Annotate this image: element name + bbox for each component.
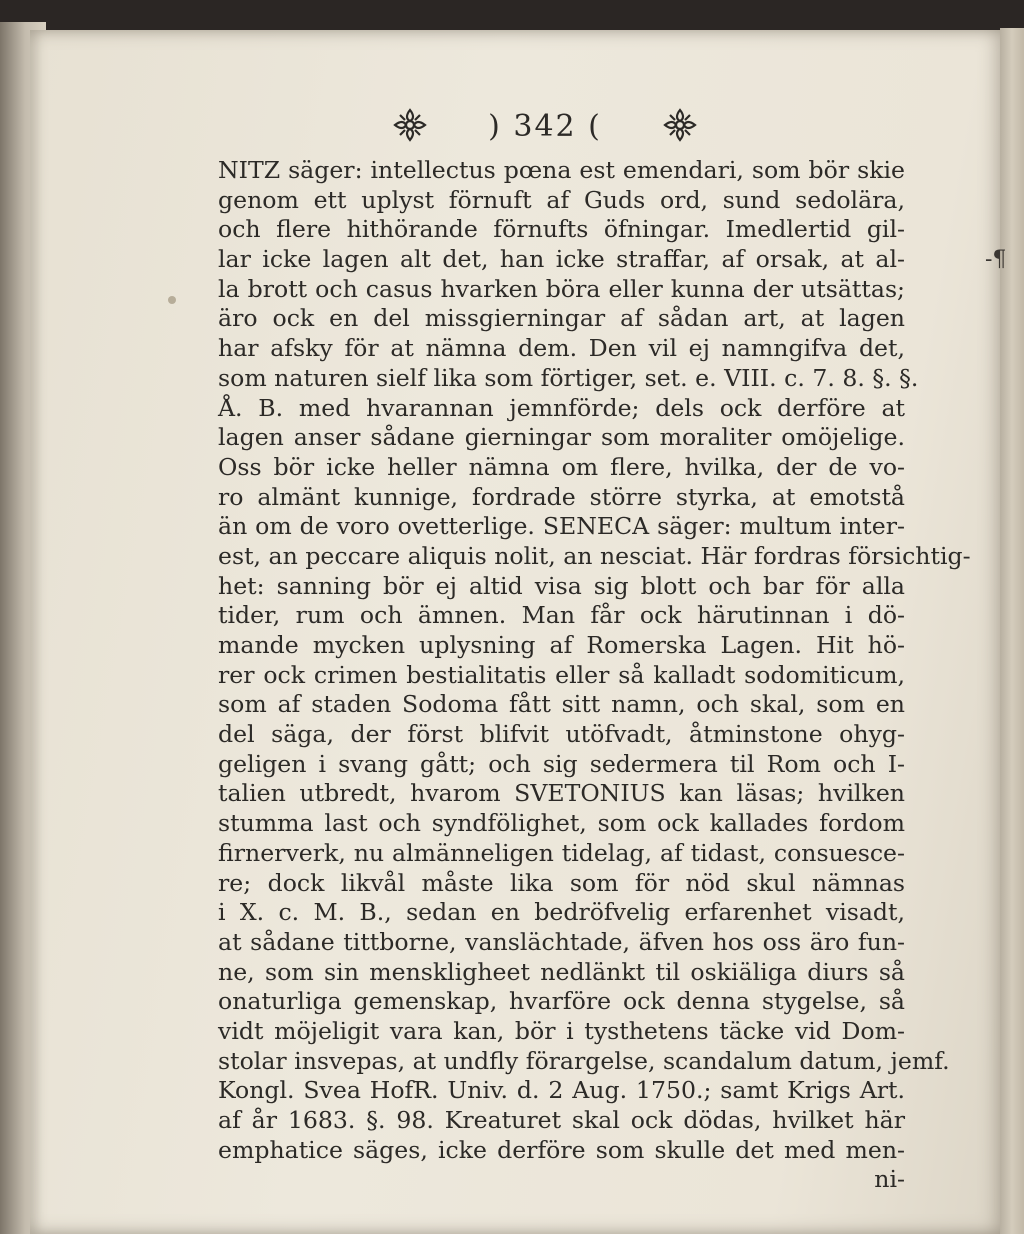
text-line: del säga, der först blifvit utöfvadt, åtminstone ohyg- bbox=[218, 720, 905, 749]
text-line: onaturliga gemenskap, hvarföre ock denna stygelse, så bbox=[218, 987, 905, 1016]
text-line: som naturen sielf lika som förtiger, set. e. VIII. c. 7. 8. §. §. bbox=[218, 363, 919, 392]
text-line: som af staden Sodoma fått sitt namn, och skal, som en bbox=[218, 690, 905, 719]
text-line: af år 1683. §. 98. Kreaturet skal ock dödas, hvilket här bbox=[218, 1106, 905, 1134]
text-line: lar icke lagen alt det, han icke straffar, af orsak, at al- bbox=[218, 245, 905, 274]
floral-ornament-icon bbox=[662, 107, 698, 143]
text-line: NITZ säger: intellectus pœna est emendari, som bör skie bbox=[218, 156, 905, 184]
page-header bbox=[370, 103, 710, 149]
text-line: genom ett uplyst förnuft af Guds ord, sund sedolära, bbox=[218, 185, 905, 214]
text-line: est, an peccare aliquis nolit, an nesciat. Här fordras försichtig- bbox=[218, 541, 971, 570]
text-line: i X. c. M. B., sedan en bedröfvelig erfarenhet visadt, bbox=[218, 898, 905, 927]
text-line: stolar insvepas, at undfly förargelse, scandalum datum, jemf. bbox=[218, 1046, 950, 1075]
text-line: Kongl. Svea HofR. Univ. d. 2 Aug. 1750.; samt Krigs Art. bbox=[218, 1076, 905, 1105]
margin-mark: -¶ bbox=[985, 247, 1007, 272]
text-line: äro ock en del missgierningar af sådan art, at lagen bbox=[218, 304, 905, 333]
text-line: vidt möjeligit vara kan, bör i tysthetens täcke vid Dom- bbox=[218, 1016, 905, 1045]
text-line: stumma last och syndfölighet, som ock kallades fordom bbox=[218, 809, 905, 838]
text-line: och flere hithörande förnufts öfningar. Imedlertid gil- bbox=[218, 215, 905, 244]
text-line: re; dock likvål måste lika som för nöd skul nämnas bbox=[218, 868, 905, 897]
next-page-edge bbox=[1000, 28, 1024, 1234]
text-line: tider, rum och ämnen. Man får ock härutinnan i dö- bbox=[218, 601, 905, 630]
text-line: lagen anser sådane gierningar som moraliter omöjelige. bbox=[218, 423, 905, 452]
floral-ornament-icon bbox=[392, 107, 428, 143]
text-line: talien utbredt, hvarom SVETONIUS kan läsas; hvilken bbox=[218, 779, 905, 808]
text-line: mande mycken uplysning af Romerska Lagen. Hit hö- bbox=[218, 631, 905, 659]
text-line: Oss bör icke heller nämna om flere, hvilka, der de vo- bbox=[218, 452, 905, 481]
text-line: geligen i svang gått; och sig sedermera til Rom och I- bbox=[218, 749, 905, 778]
catchword: ni- bbox=[874, 1165, 905, 1194]
body-text bbox=[218, 156, 971, 1195]
text-line: at sådane tittborne, vanslächtade, äfven hos oss äro fun- bbox=[218, 927, 905, 956]
text-line: emphatice säges, icke derföre som skulle det med men- bbox=[218, 1135, 905, 1164]
text-line: het: sanning bör ej altid visa sig blott och bar för alla bbox=[218, 571, 905, 600]
text-line: ne, som sin menskligheet nedlänkt til oskiäliga diurs så bbox=[218, 957, 905, 986]
text-line: har afsky för at nämna dem. Den vil ej namngifva det, bbox=[218, 334, 905, 363]
page-number: ) 342 ( bbox=[488, 109, 602, 144]
text-line: än om de voro ovetterlige. SENECA säger: multum inter- bbox=[218, 512, 905, 541]
text-line: firnerverk, nu almänneligen tidelag, af tidast, consuesce- bbox=[218, 838, 905, 867]
paper-stain bbox=[168, 296, 176, 304]
text-line: Å. B. med hvarannan jemnförde; dels ock derföre at bbox=[218, 393, 905, 422]
text-line: ro almänt kunnige, fordrade större styrka, at emotstå bbox=[218, 482, 905, 511]
text-line: la brott och casus hvarken böra eller kunna der utsättas; bbox=[218, 274, 905, 303]
text-line: rer ock crimen bestialitatis eller så kalladt sodomiticum, bbox=[218, 660, 905, 689]
